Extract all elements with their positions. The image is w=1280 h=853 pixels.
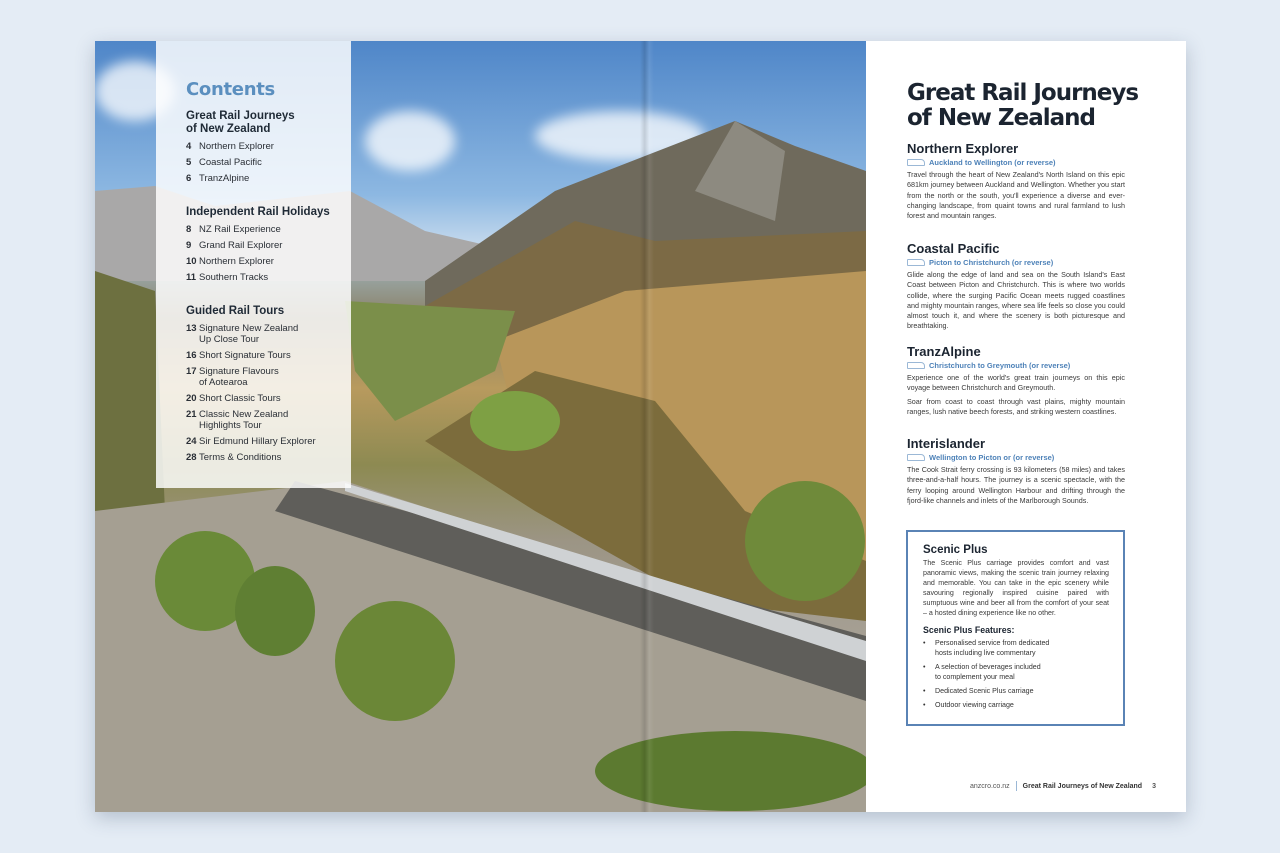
route-text: Christchurch to Greymouth (or reverse) [929,361,1071,370]
contents-item[interactable] [186,272,351,283]
contents-section-heading: Independent Rail Holidays [186,206,330,218]
contents-item-label: Short Signature Tours [199,350,291,361]
journey-title: TranzAlpine [907,344,981,359]
contents-page-number: 6 [186,173,192,184]
journey-description: Soar from coast to coast through vast plains, mighty mountain ranges, lush native beech forests, and striking western coastlines. [907,396,1125,416]
footer-divider [1016,781,1017,791]
scenic-plus-body: The Scenic Plus carriage provides comfort and vast panoramic views, making the scenic train journey relaxing and memorable. You can take in the epic scenery while savouring regionally inspired cuisine paired with sumptuous wine and beer all from the comfort of your seat – a hosted dining experience like no other. [923,559,1109,617]
journey-section [907,436,1125,509]
contents-section-heading: Guided Rail Tours [186,305,285,317]
route-text: Picton to Christchurch (or reverse) [929,258,1054,267]
contents-item[interactable] [186,409,351,431]
ferry-icon [907,454,925,461]
right-page [866,41,1186,812]
feature-item: • Personalised service from dedicated hosts including live commentary [923,638,1109,658]
contents-item[interactable] [186,323,351,345]
scenic-plus-title: Scenic Plus [923,544,988,556]
page-title: Great Rail Journeys of New Zealand [907,80,1139,131]
scenic-plus-features-title: Scenic Plus Features: [923,625,1015,635]
contents-item-label: TranzAlpine [199,173,250,184]
page-footer [970,781,1156,791]
footer-site: anzcro.co.nz [969,782,1010,790]
brochure-spread [95,41,1186,812]
contents-item[interactable] [186,141,351,152]
contents-item[interactable] [186,366,351,388]
contents-title: Contents [186,79,275,100]
contents-page-number: 11 [186,272,197,283]
contents-page-number: 17 [186,366,197,377]
journey-section [907,141,1125,224]
contents-item-label: Signature Flavours of Aotearoa [199,366,279,388]
journey-section [907,344,1125,420]
journey-title: Interislander [907,436,986,451]
journey-description: Experience one of the world's great train journeys on this epic voyage between Christchurch and Greymouth. [907,373,1125,393]
journey-route [907,258,1125,267]
train-icon [907,362,925,369]
contents-item-label: Southern Tracks [199,272,269,283]
contents-page-number: 13 [186,323,197,334]
route-text: Wellington to Picton or (or reverse) [929,453,1055,462]
page-number: 3 [1152,782,1156,790]
journey-route [907,361,1125,370]
contents-item-label: Northern Explorer [199,141,274,152]
contents-item[interactable] [186,224,351,235]
route-text: Auckland to Wellington (or reverse) [929,158,1056,167]
landscape-photo-train [95,41,866,812]
contents-item[interactable] [186,436,351,447]
journey-title: Northern Explorer [907,141,1019,156]
contents-item[interactable] [186,452,351,463]
journey-description: Glide along the edge of land and sea on the South Island's East Coast between Picton and Christchurch. This is where two worlds collide, where the surging Pacific Ocean meets rugged coastlines and mighty mountain ranges, where sea life feels so close you could almost touch it, and where the scenery is both picturesque and breathtaking. [907,270,1125,331]
contents-item[interactable] [186,350,351,361]
contents-page-number: 4 [186,141,192,152]
journey-section [907,241,1125,335]
contents-page-number: 9 [186,240,192,251]
scenic-plus-box [906,530,1125,726]
contents-item-label: Sir Edmund Hillary Explorer [199,436,316,447]
contents-item-label: NZ Rail Experience [199,224,281,235]
feature-item: • Dedicated Scenic Plus carriage [923,686,1109,696]
contents-item-label: Coastal Pacific [199,157,262,168]
feature-item: • A selection of beverages included to complement your meal [923,662,1109,682]
journey-description: Travel through the heart of New Zealand's North Island on this epic 681km journey between Auckland and Wellington. Whether you start from the north or the south, you'll experience a diverse and ever-changing landscape, from quaint towns and rural farmland to lush forest and mountain ranges. [907,170,1125,221]
scenic-plus-features [923,638,1109,710]
contents-item[interactable] [186,393,351,404]
contents-page-number: 16 [186,350,197,361]
contents-item-label: Classic New Zealand Highlights Tour [199,409,289,431]
train-icon [907,259,925,266]
contents-item-label: Grand Rail Explorer [199,240,283,251]
contents-page-number: 24 [186,436,197,447]
page-gutter [640,41,654,812]
contents-item-label: Signature New Zealand Up Close Tour [199,323,299,345]
contents-page-number: 8 [186,224,192,235]
footer-title: Great Rail Journeys of New Zealand [1022,782,1143,790]
contents-item-label: Terms & Conditions [199,452,282,463]
journey-description: The Cook Strait ferry crossing is 93 kilometers (58 miles) and takes three-and-a-half hours. The journey is a scenic spectacle, with the ferry looping around Wellington Harbour and drifting through the fjord-like channels and inlets of the Marlborough Sounds. [907,465,1125,505]
contents-page-number: 21 [186,409,197,420]
feature-item: • Outdoor viewing carriage [923,700,1109,710]
contents-item[interactable] [186,157,351,168]
contents-item-label: Northern Explorer [199,256,274,267]
contents-page-number: 5 [186,157,192,168]
journey-route [907,158,1125,167]
journey-route [907,453,1125,462]
contents-item[interactable] [186,256,351,267]
journey-title: Coastal Pacific [907,241,1000,256]
contents-item[interactable] [186,240,351,251]
train-icon [907,159,925,166]
contents-page-number: 10 [186,256,197,267]
contents-item-label: Short Classic Tours [199,393,281,404]
contents-page-number: 20 [186,393,197,404]
contents-item[interactable] [186,173,351,184]
contents-page-number: 28 [186,452,197,463]
contents-panel [156,41,351,488]
contents-section-heading: Great Rail Journeys of New Zealand [186,110,295,135]
